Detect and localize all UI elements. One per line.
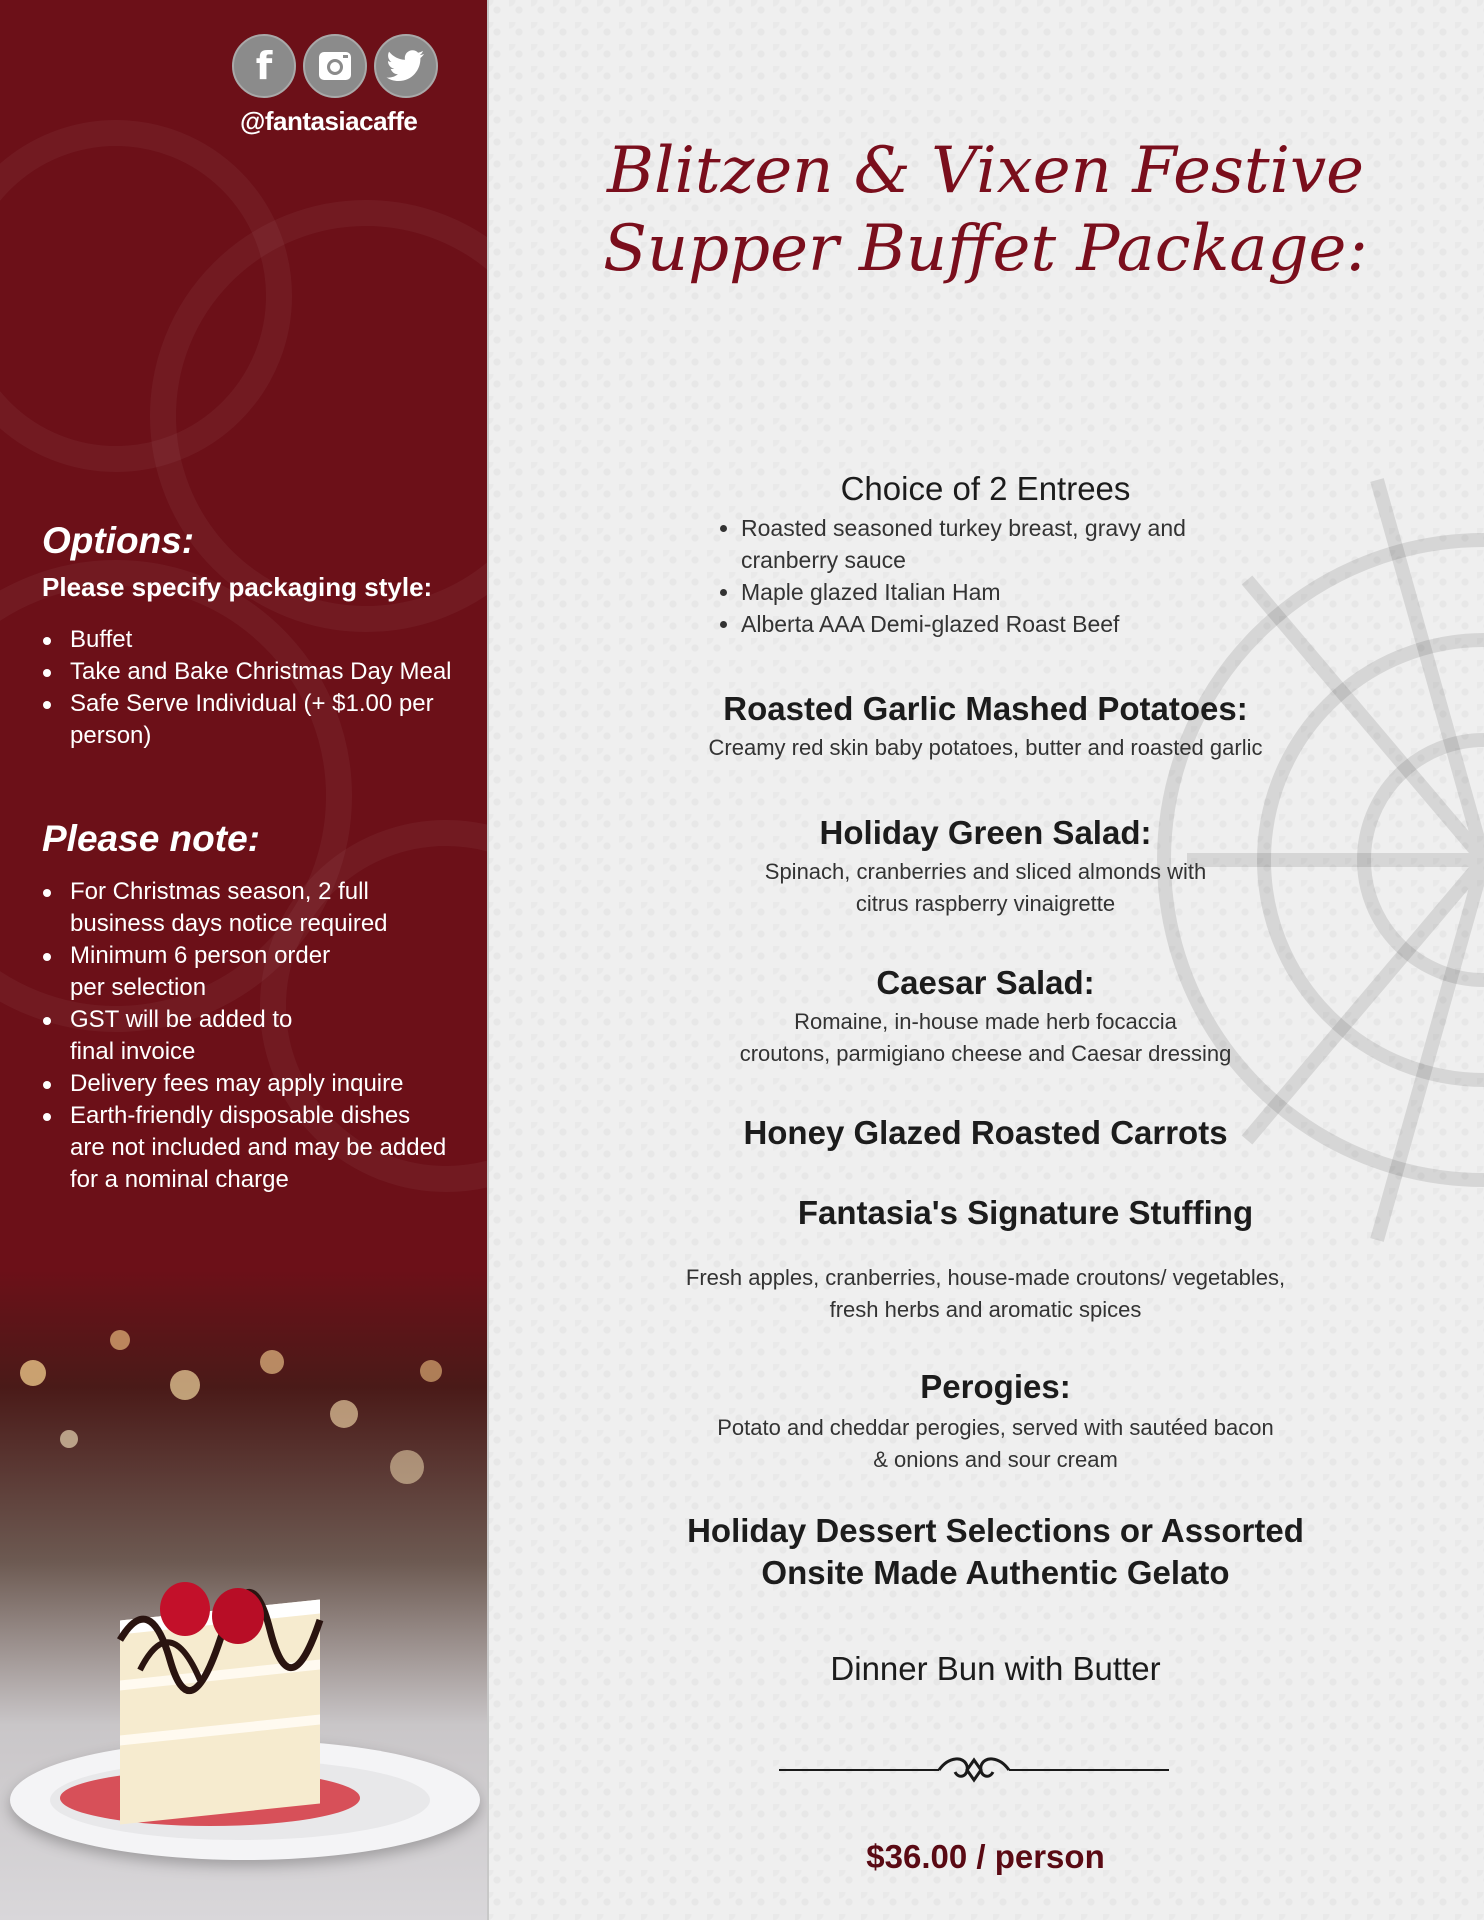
ornamental-divider xyxy=(779,1752,1169,1788)
entrees-list xyxy=(717,512,1261,640)
options-heading: Options: xyxy=(42,520,195,561)
perogies-text-2: & onions and sour cream xyxy=(873,1447,1118,1472)
perogies-text-1: Potato and cheddar perogies, served with sautéed bacon xyxy=(717,1415,1274,1440)
dessert-heading-2: Onsite Made Authentic Gelato xyxy=(761,1554,1230,1591)
list-item: Roasted seasoned turkey breast, gravy and cranberry sauce xyxy=(741,512,1261,576)
list-item: Minimum 6 person order per selection xyxy=(70,940,450,1004)
stuffing-heading: Fantasia's Signature Stuffing xyxy=(797,1194,1254,1231)
list-item: Delivery fees may apply inquire xyxy=(70,1068,450,1100)
left-panel xyxy=(0,0,487,1920)
caesar-text-1: Romaine, in-house made herb focaccia xyxy=(794,1009,1177,1034)
page-title-line1: Blitzen & Vixen Festive xyxy=(606,134,1365,208)
list-item: Maple glazed Italian Ham xyxy=(741,576,1261,608)
perogies-heading: Perogies: xyxy=(920,1368,1071,1405)
bokeh-light xyxy=(330,1400,358,1428)
instagram-glyph xyxy=(316,47,354,85)
twitter-icon[interactable] xyxy=(374,34,438,98)
instagram-icon[interactable] xyxy=(303,34,367,98)
list-item: For Christmas season, 2 full business days notice required xyxy=(70,876,450,940)
note-heading: Please note: xyxy=(42,818,260,859)
green-salad-text-2: citrus raspberry vinaigrette xyxy=(855,891,1116,916)
bokeh-light xyxy=(60,1430,78,1448)
social-handle[interactable]: @fantasiacaffe xyxy=(240,106,418,136)
stuffing-text-2: fresh herbs and aromatic spices xyxy=(829,1297,1142,1322)
caesar-heading: Caesar Salad: xyxy=(876,964,1095,1001)
potatoes-heading: Roasted Garlic Mashed Potatoes: xyxy=(723,690,1248,727)
list-item: GST will be added to final invoice xyxy=(70,1004,450,1068)
green-salad-text-1: Spinach, cranberries and sliced almonds with xyxy=(764,859,1207,884)
options-subheading: Please specify packaging style: xyxy=(42,572,433,602)
potatoes-text: Creamy red skin baby potatoes, butter and roasted garlic xyxy=(708,735,1263,760)
list-item: Take and Bake Christmas Day Meal xyxy=(70,656,470,688)
panel-divider xyxy=(487,0,489,1920)
twitter-glyph xyxy=(386,49,426,83)
caesar-text-2: croutons, parmigiano cheese and Caesar dressing xyxy=(739,1041,1232,1066)
bokeh-light xyxy=(20,1360,46,1386)
bokeh-light xyxy=(170,1370,200,1400)
price: $36.00 / person xyxy=(866,1838,1105,1875)
facebook-icon[interactable]: f xyxy=(232,34,296,98)
dessert-photo xyxy=(0,1270,487,1920)
bokeh-light xyxy=(260,1350,284,1374)
list-item: Earth-friendly disposable dishes are not included and may be added for a nominal charge xyxy=(70,1100,450,1196)
page-title-line2: Supper Buffet Package: xyxy=(603,212,1368,286)
list-item: Alberta AAA Demi-glazed Roast Beef xyxy=(741,608,1261,640)
options-list xyxy=(42,624,470,752)
list-item: Safe Serve Individual (+ $1.00 per person) xyxy=(70,688,470,752)
entrees-heading: Choice of 2 Entrees xyxy=(840,470,1131,507)
green-salad-heading: Holiday Green Salad: xyxy=(819,814,1152,851)
carrots-heading: Honey Glazed Roasted Carrots xyxy=(743,1114,1228,1151)
social-links xyxy=(232,34,438,98)
note-list xyxy=(42,876,450,1196)
menu-panel xyxy=(487,0,1484,1920)
bokeh-light xyxy=(390,1450,424,1484)
bokeh-light xyxy=(420,1360,442,1382)
raspberry xyxy=(212,1588,264,1644)
stuffing-text-1: Fresh apples, cranberries, house-made croutons/ vegetables, xyxy=(685,1265,1286,1290)
dessert-heading-1: Holiday Dessert Selections or Assorted xyxy=(687,1512,1304,1549)
bokeh-light xyxy=(110,1330,130,1350)
raspberry xyxy=(160,1582,210,1636)
list-item: Buffet xyxy=(70,624,470,656)
bun-heading: Dinner Bun with Butter xyxy=(830,1650,1161,1687)
